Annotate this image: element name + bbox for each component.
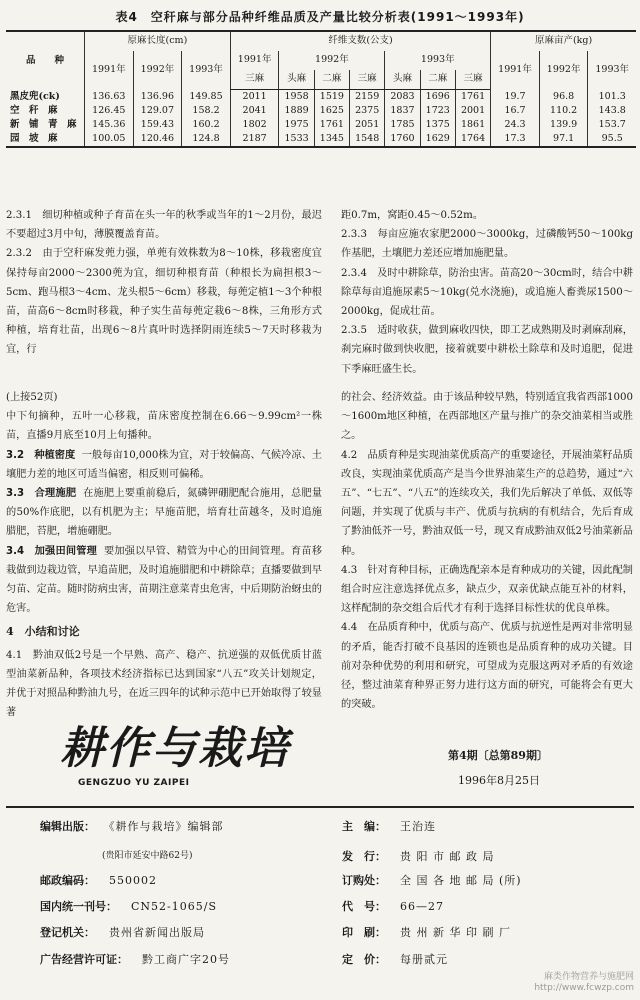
table-cell: 129.07 [133,104,182,118]
para-4-1: 4.1 黔油双低2号是一个早熟、高产、稳产、抗逆强的双低优质甘蓝型油菜新品种，各项技术经济指标已达到国家“八五”攻关计划规定，并优于对照品种黔油九号，在近三四年的试种示范中已开始取得了较显著 [6,649,322,719]
table-cell: 新 铺 青 麻 [10,118,77,130]
publisher-row [40,872,157,888]
publisher-value: 《耕作与栽培》编辑部 [109,820,224,833]
table-cell: 黑皮兜(ck) [10,90,60,102]
publisher-label: 订购处： [342,874,386,887]
yield-year: 1991年 [491,51,540,90]
table-cell: 1723 [420,104,455,118]
section-4-heading: 4 小结和讨论 [6,625,80,639]
heading-3-4: 3.4 加强田间管理 [6,545,98,557]
table-cell: 1375 [420,118,455,132]
table-row [6,132,636,147]
table-cell: 1548 [350,132,385,147]
fiber-subcol: 二麻 [420,70,455,90]
table-cell: 2083 [385,90,420,105]
table-cell: 139.9 [539,118,588,132]
table-cell: 2001 [455,104,490,118]
publisher-value: 贵 州 新 华 印 刷 厂 [400,926,511,939]
lower-left-column [6,388,322,722]
publisher-row [102,848,192,861]
fiber-subcol: 三麻 [350,70,385,90]
publisher-label: 登记机关： [40,926,95,939]
table-cell: 158.2 [182,104,231,118]
watermark-line: 麻类作物营养与施肥网 [543,972,634,983]
fiber-subcol: 头麻 [385,70,420,90]
table-cell: 1958 [279,90,314,105]
yield-year: 1993年 [588,51,636,90]
fiber-subcol: 三麻 [230,70,279,90]
publisher-label: 定 价： [342,953,386,966]
table-cell: 95.5 [588,132,636,147]
table-cell: 1764 [455,132,490,147]
body-3-2: 一般每亩10,000株为宜，对于较偏高、气候冷凉、土壤肥力差的地区可适当偏密，相反则可偏稀。 [6,449,322,480]
table-cell: 110.2 [539,104,588,118]
table-cell: 153.7 [588,118,636,132]
watermark [534,972,634,994]
table-cell: 1861 [455,118,490,132]
table-cell: 1761 [314,118,349,132]
para-continued: 距0.7m，窝距0.45～0.52m。 [341,210,484,221]
para-intro: 中下旬摘种，五叶一心移栽，苗床密度控制在6.66～9.99cm²一株苗，直播9月底至10月上旬播种。 [6,411,322,442]
publisher-row [40,924,205,940]
yield-year: 1992年 [539,51,588,90]
table-cell: 100.05 [85,132,134,147]
table-cell: 124.8 [182,132,231,147]
publisher-value: 每册贰元 [400,953,448,966]
divider-rule [6,806,634,808]
publisher-value: 黔工商广字20号 [142,953,230,966]
len-year: 1991年 [85,51,134,90]
para-4-4: 4.4 在品质育种中，优质与高产、优质与抗逆性是两对非常明显的矛盾，能否打破不良基因的连锁也是品质育种的成功关键。目前对杂种优势的利用和研究，可望成为克服这两对矛盾的有效途径，整过油菜育种界正努力进行这方面的研究，可能将会有更大的突破。 [341,622,633,711]
para-3-4 [6,542,322,619]
publisher-row [342,818,436,834]
table-cell: 24.3 [491,118,540,132]
lower-right-column [341,388,633,714]
publisher-value: 贵州省新闻出版局 [109,926,205,939]
publisher-value: CN52-1065/S [131,900,217,913]
publisher-row [342,872,522,888]
len-year: 1993年 [182,51,231,90]
publisher-row [342,924,511,940]
table-cell: 园 坡 麻 [6,132,85,147]
table-cell: 1761 [455,90,490,105]
heading-3-2: 3.2 种植密度 [6,449,76,461]
para-2-3-2: 2.3.2 由于空秆麻发蔸力强，单蔸有效株数为8～10株，移栽密度宜保持每亩2000～2300蔸为宜，细切种根育苗（种根长为扁担根3～5cm、跑马根3～4cm、龙头根5～6cm）移栽，每蔸定植1～3个种根苗，苗高6～8cm时移栽，种子实生苗每蔸定栽6～8株，三角形方式种植，培育壮苗，出现6～8片真叶时选择阴雨连续5～7天时移栽为宜，行 [6,248,322,356]
table-cell: 2011 [230,90,279,105]
publisher-row [40,898,217,914]
publisher-label: 国内统一刊号： [40,900,117,913]
table-row [6,118,636,132]
table-cell: 1975 [279,118,314,132]
table-cell: 1629 [420,132,455,147]
upper-left-column [6,206,322,360]
col-variety-header: 品 种 [6,31,85,90]
para-3-2 [6,446,322,484]
fiber-year: 1992年 [279,51,385,70]
table-cell: 1889 [279,104,314,118]
group-fiber-length: 原麻长度(cm) [85,31,231,51]
table-cell: 2051 [350,118,385,132]
publisher-label: 编辑出版： [40,820,95,833]
table-cell: 空 秆 麻 [10,104,58,116]
publisher-row [40,951,230,967]
publisher-row [342,951,448,967]
table-cell: 145.36 [85,118,134,132]
publisher-value: 贵 阳 市 邮 政 局 [400,850,495,863]
publisher-label: 发 行： [342,850,386,863]
body-3-4: 要加强以早管、精管为中心的田间管理。育苗移栽做到边栽边管，早追苗肥，及时追施腊肥和中耕除草；直播要做到早匀苗、定苗。随时防病虫害，苗期注意菜青虫危害，中后期防治蚜虫的危害。 [6,545,323,615]
table-cell: 16.7 [491,104,540,118]
publisher-label: 主 编： [342,820,386,833]
table-cell: 160.2 [182,118,231,132]
publisher-label: 印 刷： [342,926,386,939]
para-2-3-5: 2.3.5 适时收获，做到麻收四快，即工艺成熟期及时剥麻刮麻，刹完麻时做到快收肥，接着就要中耕松土除草和及时追肥，促进下季麻旺盛生长。 [341,325,633,375]
table-cell: 1696 [420,90,455,105]
fiber-subcol: 三麻 [455,70,490,90]
table-cell: 2375 [350,104,385,118]
body-3-3: 在施肥上要重前稳后，氮磷钾硼肥配合施用，总肥量的50%作底肥，以有机肥为主；早施苗肥，培育壮苗越冬，及时追施腊肥，苔肥，增施硼肥。 [6,488,323,538]
continued-note: (上接52页) [6,392,58,403]
group-yield: 原麻亩产(kg) [491,31,636,51]
publisher-row [342,848,494,864]
publisher-value: 王治连 [400,820,436,833]
para-4-2: 4.2 品质育种是实现油菜优质高产的重要途径，开展油菜籽品质改良，实现油菜优质高产是当今世界油菜生产的总趋势，通过“六五”、“七五”、“八五”的连续攻关，我们先后解决了单低、双低等问题，并实现了优质与丰产、优质与抗病的有机结合，先后育成了黔油低芥一号，黔油双低一号，现又育成黔油双低2号油菜新品种。 [341,449,633,557]
table-cell: 2187 [230,132,279,147]
fiber-year: 1993年 [385,51,491,70]
para-continued-2: 的社会、经济效益。由于该品种较早熟，特别适宜我省西部1000～1600m地区种植，在西部地区产量与推广的杂交油菜相当或胜之。 [341,392,633,442]
table-row [6,104,636,118]
publisher-value: (贵阳市延安中路62号) [102,851,193,861]
upper-right-column [341,206,633,379]
table-cell: 1533 [279,132,314,147]
table-cell: 1837 [385,104,420,118]
journal-logo: 耕作与栽培 [60,723,290,774]
group-fiber-count: 纤维支数(公支) [230,31,490,51]
comparison-table [6,30,636,148]
table-cell: 2159 [350,90,385,105]
table-cell: 96.8 [539,90,588,105]
para-4-3: 4.3 针对育种目标，正确选配亲本是育种成功的关键，因此配制组合时应注意选择优点多，缺点少，双亲优缺点能互补的材料，这样配制的杂交组合后代才有利于选择目标性状的优良单株。 [341,564,633,615]
fiber-year: 1991年 [230,51,279,70]
table-cell: 136.96 [133,90,182,105]
table-cell: 1802 [230,118,279,132]
watermark-line: http://www.fcwzp.com [534,983,634,994]
table-cell: 1760 [385,132,420,147]
publisher-label: 代 号： [342,900,386,913]
issue-number: 第4期〔总第89期〕 [448,749,548,762]
journal-pinyin: GENGZUO YU ZAIPEI [78,778,190,788]
issue-date: 1996年8月25日 [458,774,540,787]
table-cell: 149.85 [182,90,231,105]
table-cell: 2041 [230,104,279,118]
table-cell: 126.45 [85,104,134,118]
fiber-subcol: 头麻 [279,70,314,90]
table-cell: 1345 [314,132,349,147]
heading-3-3: 3.3 合理施肥 [6,488,77,500]
len-year: 1992年 [133,51,182,90]
table-cell: 97.1 [539,132,588,147]
table-cell: 19.7 [491,90,540,105]
publisher-value: 全 国 各 地 邮 局 (所) [400,874,522,887]
para-2-3-3: 2.3.3 每亩应施农家肥2000～3000kg，过磷酸钙50～100kg作基肥，土壤肥力差还应增加施肥量。 [341,229,633,260]
para-2-3-1: 2.3.1 细切种植或种子育苗在头一年的秋季或当年的1～2月份，最迟不要超过3月中旬，薄膜覆盖育苗。 [6,210,322,241]
table-cell: 1785 [385,118,420,132]
table-caption: 表4 空秆麻与部分品种纤维品质及产量比较分析表(1991～1993年) [115,10,525,24]
para-3-3 [6,484,322,542]
table-row [6,90,636,105]
table-cell: 159.43 [133,118,182,132]
publisher-value: 550002 [109,874,157,887]
table-cell: 101.3 [588,90,636,105]
table-cell: 1625 [314,104,349,118]
fiber-subcol: 二麻 [314,70,349,90]
publisher-label: 广告经营许可证： [40,953,128,966]
publisher-value: 66—27 [400,900,444,913]
table-cell: 143.8 [588,104,636,118]
publisher-row [40,818,224,834]
table-cell: 1519 [314,90,349,105]
table-cell: 120.46 [133,132,182,147]
table-cell: 136.63 [85,90,134,105]
table-cell: 17.3 [491,132,540,147]
publisher-row [342,898,444,914]
para-2-3-4: 2.3.4 及时中耕除草，防治虫害。苗高20～30cm时，结合中耕除草每亩追施尿素5～10kg(兑水浇施)，或追施人畜粪尿1500～2000kg，促成壮苗。 [341,267,633,318]
publisher-label: 邮政编码： [40,874,95,887]
